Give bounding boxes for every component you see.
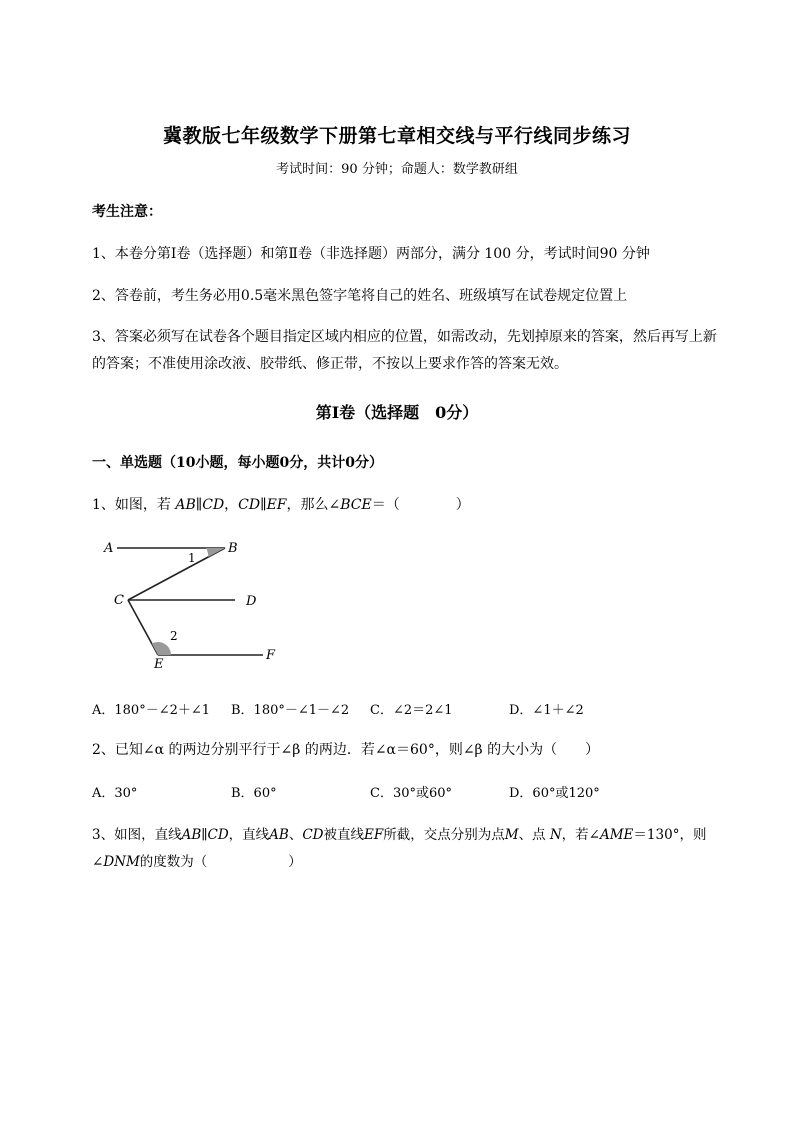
question-3-text: 3、如图，直线AB∥CD，直线AB、CD被直线EF所截，交点分别为点M、点 N，若∠AME＝130°，则 <box>92 827 707 843</box>
q1-option-c[interactable]: C．∠2＝2∠1 <box>370 703 453 718</box>
label-f: F <box>266 648 276 663</box>
question-1-figure <box>95 530 295 675</box>
q2-option-a[interactable]: A．30° <box>92 786 138 801</box>
angle-1-mark <box>206 548 225 557</box>
notice-item-3: 3、答案必须写在试卷各个题目指定区域内相应的位置，如需改动，先划掉原来的答案，然后再写上新 <box>92 329 717 345</box>
line-ce <box>128 600 158 655</box>
page-title: 冀教版七年级数学下册第七章相交线与平行线同步练习 <box>162 125 631 147</box>
question-3-text-cont: ∠DNM的度数为（ ） <box>92 854 302 870</box>
notice-heading: 考生注意： <box>92 204 162 220</box>
label-angle-1: 1 <box>188 551 196 565</box>
label-d: D <box>246 594 257 609</box>
label-e: E <box>154 657 164 672</box>
q2-option-d[interactable]: D．60°或120° <box>509 786 600 801</box>
angle-2-mark <box>152 642 171 655</box>
label-angle-2: 2 <box>170 629 178 643</box>
q1-option-b[interactable]: B．180°－∠1－∠2 <box>231 703 350 718</box>
notice-item-2: 2、答卷前，考生务必用0.5毫米黑色签字笔将自己的姓名、班级填写在试卷规定位置上 <box>92 288 628 304</box>
q1-option-d[interactable]: D．∠1＋∠2 <box>509 703 584 718</box>
section-title: 第Ⅰ卷（选择题 0分） <box>315 403 479 422</box>
notice-item-1: 1、本卷分第Ⅰ卷（选择题）和第Ⅱ卷（非选择题）两部分，满分 100 分，考试时间90 分钟 <box>92 246 650 262</box>
q2-option-c[interactable]: C．30°或60° <box>370 786 453 801</box>
label-a: A <box>104 541 114 556</box>
exam-subtitle: 考试时间：90 分钟；命题人：数学教研组 <box>276 162 518 177</box>
part-title: 一、单选题（10小题，每小题0分，共计0分） <box>92 455 383 471</box>
label-b: B <box>228 541 238 556</box>
q1-option-a[interactable]: A．180°－∠2＋∠1 <box>92 703 211 718</box>
question-1-text: 1、如图，若 AB∥CD，CD∥EF，那么∠BCE＝（ ） <box>92 497 470 513</box>
q2-option-b[interactable]: B．60° <box>231 786 277 801</box>
notice-item-3-cont: 的答案；不准使用涂改液、胶带纸、修正带，不按以上要求作答的答案无效。 <box>92 356 568 372</box>
label-c: C <box>114 593 124 608</box>
question-2-text: 2、已知∠α 的两边分别平行于∠β 的两边．若∠α＝60°，则∠β 的大小为（ ） <box>92 742 600 758</box>
